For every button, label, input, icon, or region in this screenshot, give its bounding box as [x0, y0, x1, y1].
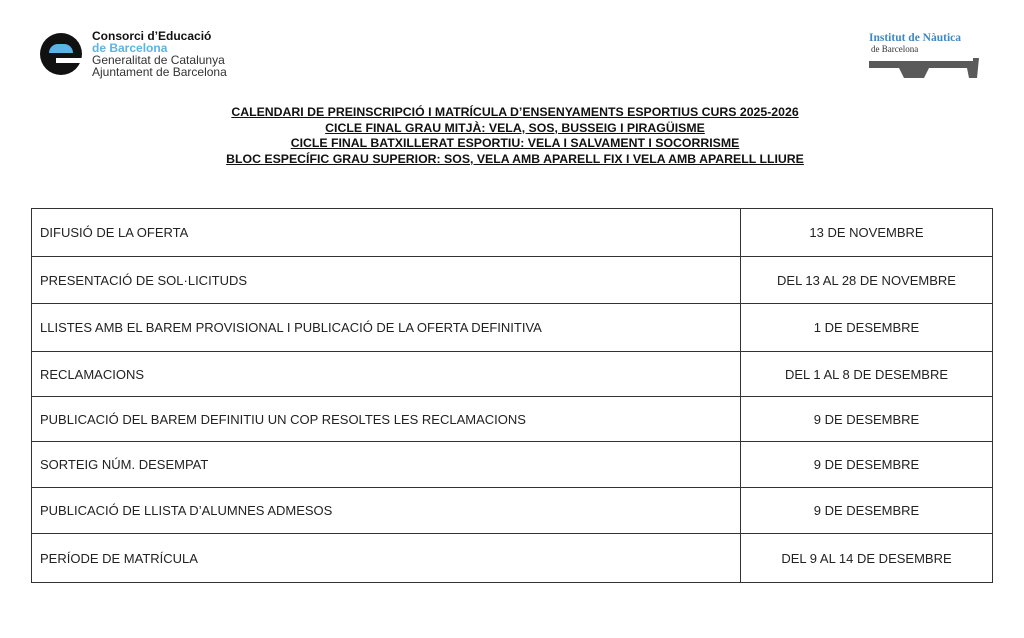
activity-cell: RECLAMACIONS: [32, 352, 741, 397]
calendar-table: [31, 208, 993, 583]
table-row: [32, 257, 993, 304]
document-titles: [0, 105, 1024, 167]
title-line: BLOC ESPECÍFIC GRAU SUPERIOR: SOS, VELA AMB APARELL FIX I VELA AMB APARELL LLIURE: [226, 151, 804, 166]
date-cell: DEL 13 AL 28 DE NOVEMBRE: [741, 257, 993, 304]
date-cell: 13 DE NOVEMBRE: [741, 209, 993, 257]
table-row: [32, 397, 993, 442]
date-cell: DEL 1 AL 8 DE DESEMBRE: [741, 352, 993, 397]
boat-hull-icon: [869, 58, 981, 82]
date-cell: DEL 9 AL 14 DE DESEMBRE: [741, 534, 993, 583]
consorci-e-icon: [40, 33, 82, 75]
activity-cell: DIFUSIÓ DE LA OFERTA: [32, 209, 741, 257]
title-line: CALENDARI DE PREINSCRIPCIÓ I MATRÍCULA D’ENSENYAMENTS ESPORTIUS CURS 2025-2026: [231, 105, 799, 119]
activity-cell: PRESENTACIÓ DE SOL·LICITUDS: [32, 257, 741, 304]
logo-line-4: Ajuntament de Barcelona: [92, 65, 227, 79]
table-row: [32, 304, 993, 352]
date-cell: 9 DE DESEMBRE: [741, 488, 993, 534]
date-cell: 9 DE DESEMBRE: [741, 442, 993, 488]
table-row: [32, 488, 993, 534]
table-row: [32, 209, 993, 257]
activity-cell: LLISTES AMB EL BAREM PROVISIONAL I PUBLICACIÓ DE LA OFERTA DEFINITIVA: [32, 304, 741, 352]
logo-line-1: Consorci d’Educació: [92, 29, 212, 43]
activity-cell: PUBLICACIÓ DEL BAREM DEFINITIU UN COP RESOLTES LES RECLAMACIONS: [32, 397, 741, 442]
activity-cell: PUBLICACIÓ DE LLISTA D’ALUMNES ADMESOS: [32, 488, 741, 534]
institut-nautica-logo: [869, 32, 981, 87]
logo-line-2: de Barcelona: [92, 41, 168, 55]
activity-cell: PERÍODE DE MATRÍCULA: [32, 534, 741, 583]
title-line: CICLE FINAL BATXILLERAT ESPORTIU: VELA I SALVAMENT I SOCORRISME: [290, 136, 740, 150]
date-cell: 9 DE DESEMBRE: [741, 397, 993, 442]
nautica-logo-line-1: Institut de Nàutica: [869, 32, 962, 44]
table-row: [32, 352, 993, 397]
date-cell: 1 DE DESEMBRE: [741, 304, 993, 352]
table-row: [32, 442, 993, 488]
activity-cell: SORTEIG NÚM. DESEMPAT: [32, 442, 741, 488]
title-line: CICLE FINAL GRAU MITJÀ: VELA, SOS, BUSSEIG I PIRAGÜISME: [325, 120, 705, 135]
nautica-logo-line-2: de Barcelona: [871, 44, 919, 54]
consorci-logo: [40, 30, 227, 78]
logo-line-3: Generalitat de Catalunya: [92, 53, 225, 67]
table-row: [32, 534, 993, 583]
